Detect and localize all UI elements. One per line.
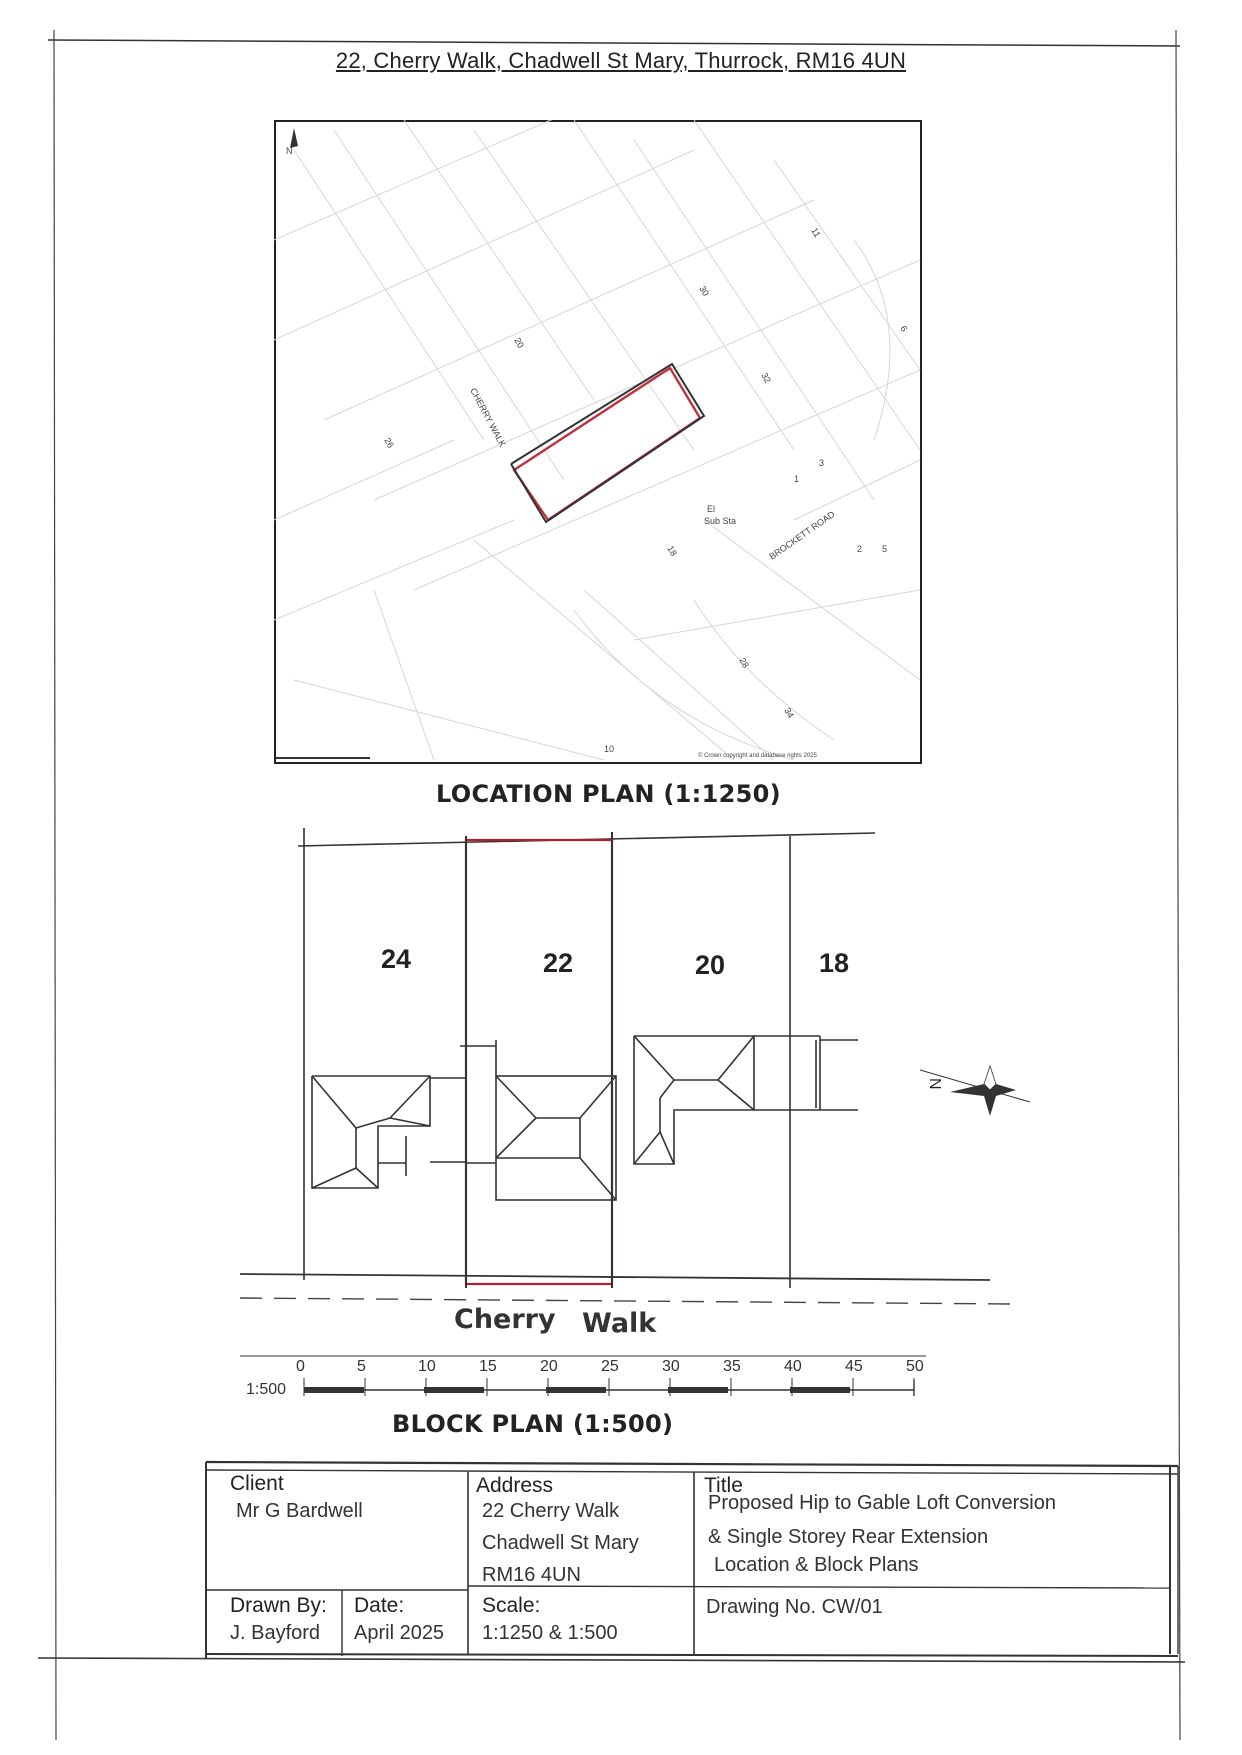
map-label-cherry-walk: CHERRY WALK xyxy=(468,386,508,449)
client-value: Mr G Bardwell xyxy=(236,1500,363,1522)
svg-text:3: 3 xyxy=(819,458,825,468)
svg-text:26: 26 xyxy=(382,436,396,450)
scale-tick-label: 30 xyxy=(662,1358,680,1375)
scale-tick-label: 5 xyxy=(357,1358,366,1375)
block-north-label: N xyxy=(926,1078,943,1090)
address-line: 22 Cherry Walk xyxy=(482,1500,620,1522)
scale-bar-label: 1:500 xyxy=(246,1381,287,1398)
title-label: Title xyxy=(704,1474,743,1497)
block-north-arrow-icon xyxy=(920,1066,1030,1116)
location-plan-map xyxy=(274,120,922,764)
svg-text:10: 10 xyxy=(604,744,615,754)
svg-text:28: 28 xyxy=(737,656,751,670)
title-line: Location & Block Plans xyxy=(714,1554,919,1576)
svg-text:5: 5 xyxy=(882,544,888,554)
svg-text:30: 30 xyxy=(697,284,711,298)
plot-number: 24 xyxy=(381,944,412,974)
scale-tick-label: 25 xyxy=(601,1358,619,1375)
scale-tick-label: 20 xyxy=(540,1358,558,1375)
svg-text:6: 6 xyxy=(898,324,910,334)
location-north-label: N xyxy=(286,146,293,156)
scale-tick-label: 50 xyxy=(906,1358,924,1375)
svg-text:18: 18 xyxy=(665,544,679,558)
scale-tick-label: 45 xyxy=(845,1358,863,1375)
map-copyright: © Crown copyright and database rights 2025 xyxy=(698,753,817,759)
plot-number: 22 xyxy=(543,948,574,978)
road-name-word2: Walk xyxy=(582,1308,657,1339)
plot-number: 18 xyxy=(819,948,850,978)
title-line: Proposed Hip to Gable Loft Conversion xyxy=(708,1492,1056,1514)
date-label: Date: xyxy=(354,1594,405,1617)
scale-tick-label: 15 xyxy=(479,1358,497,1375)
map-label-brockett-road: BROCKETT ROAD xyxy=(767,509,837,562)
scale-bar xyxy=(236,1348,926,1400)
title-block-grid xyxy=(200,1458,1180,1658)
drawing-number: Drawing No. CW/01 xyxy=(706,1596,883,1618)
map-label-sub-sta: Sub Sta xyxy=(704,516,737,526)
scale-tick-label: 35 xyxy=(723,1358,741,1375)
date-value: April 2025 xyxy=(354,1622,445,1644)
scale-tick-label: 10 xyxy=(418,1358,436,1375)
address-line: Chadwell St Mary xyxy=(482,1532,639,1554)
plot-number: 20 xyxy=(695,950,726,980)
location-plan-title: LOCATION PLAN (1:1250) xyxy=(436,780,781,808)
svg-text:34: 34 xyxy=(782,706,796,720)
svg-text:20: 20 xyxy=(512,336,526,350)
svg-text:1: 1 xyxy=(794,474,800,484)
scale-tick-label: 0 xyxy=(296,1358,305,1375)
client-label: Client xyxy=(230,1472,284,1495)
address-label: Address xyxy=(476,1474,554,1497)
drawn-by-value: J. Bayford xyxy=(230,1622,321,1644)
sheet-header-address: 22, Cherry Walk, Chadwell St Mary, Thurrock, RM16 4UN xyxy=(335,48,907,73)
title-line: & Single Storey Rear Extension xyxy=(708,1526,989,1548)
road-name-word1: Cherry xyxy=(454,1304,556,1335)
block-site-boundary xyxy=(466,840,612,1284)
svg-text:11: 11 xyxy=(809,226,823,240)
svg-text:32: 32 xyxy=(759,371,773,385)
map-label-el: El xyxy=(707,504,716,514)
block-plan-drawing xyxy=(230,818,1050,1328)
address-line: RM16 4UN xyxy=(482,1564,581,1586)
block-plan-title: BLOCK PLAN (1:500) xyxy=(392,1410,674,1438)
drawn-by-label: Drawn By: xyxy=(230,1594,327,1617)
svg-text:2: 2 xyxy=(857,544,863,554)
scale-tick-label: 40 xyxy=(784,1358,802,1375)
scale-value: 1:1250 & 1:500 xyxy=(482,1622,618,1644)
scale-label: Scale: xyxy=(482,1594,541,1617)
